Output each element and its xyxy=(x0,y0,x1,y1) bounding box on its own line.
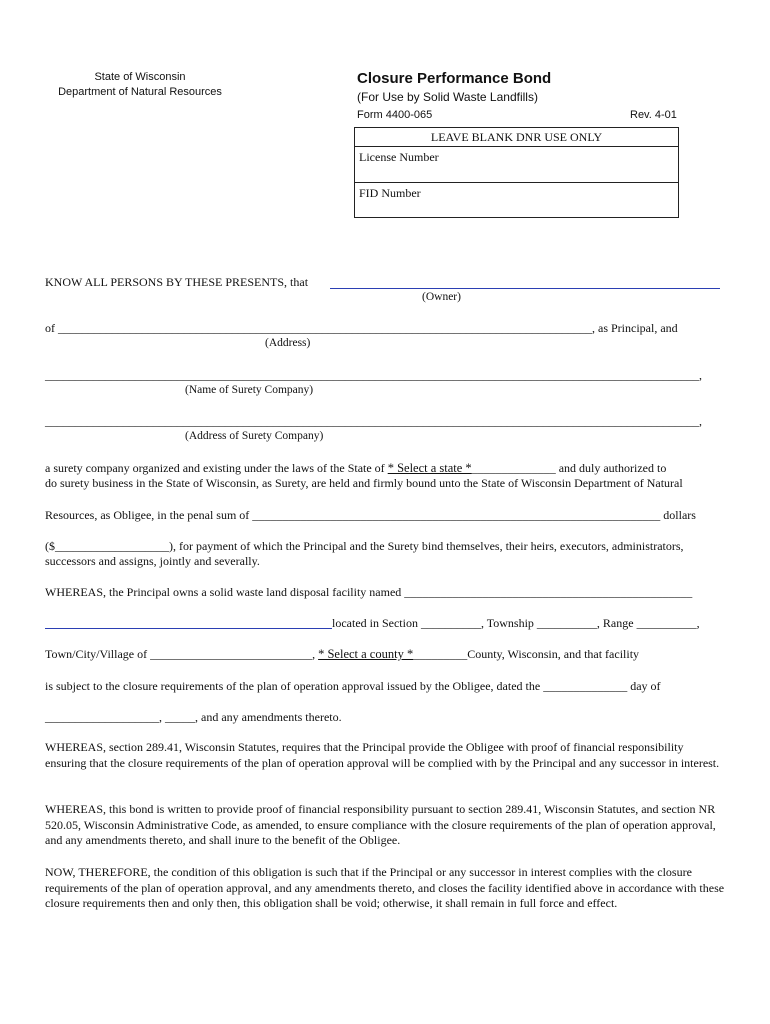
page-subtitle: (For Use by Solid Waste Landfills) xyxy=(357,90,538,104)
surety-state-post: and duly authorized to xyxy=(558,461,667,475)
dnr-use-box xyxy=(354,127,679,218)
owner-caption: (Owner) xyxy=(422,291,461,303)
fid-number-label: FID Number xyxy=(359,186,421,200)
subject-line[interactable]: is subject to the closure requirements of the plan of operation approval issued by the Obligee, dated the ______________ day of xyxy=(45,679,661,693)
facility-name-field[interactable] xyxy=(45,628,332,629)
surety-line-2: do surety business in the State of Wisconsin, as Surety, are held and firmly bound unto the State of Wisconsin Department of Natural xyxy=(45,476,683,490)
whereas-statute-paragraph: WHEREAS, section 289.41, Wisconsin Statutes, requires that the Principal provide the Obligee with proof of financial responsibility ensuring that the closure requirements of the plan of operation approval will be complied with by the Principal and any successor in interest. xyxy=(45,740,720,770)
county-post: County, Wisconsin, and that facility xyxy=(467,647,640,661)
town-field[interactable]: Town/City/Village of ___________________________, xyxy=(45,647,316,661)
whereas-facility-line[interactable]: WHEREAS, the Principal owns a solid waste land disposal facility named ________________________________________________ xyxy=(45,585,693,599)
town-county-line xyxy=(45,647,639,662)
form-number: Form 4400-065 xyxy=(357,109,433,121)
fid-number-field[interactable] xyxy=(355,183,678,218)
surety-name-caption: (Name of Surety Company) xyxy=(185,384,314,396)
penal-sum-line[interactable]: Resources, as Obligee, in the penal sum of ____________________________________________________________________ dollars xyxy=(45,508,696,522)
page-title: Closure Performance Bond xyxy=(357,70,552,87)
whereas-bond-paragraph: WHEREAS, this bond is written to provide proof of financial responsibility pursuant to section 289.41, Wisconsin Statutes, and section NR 520.05, Wisconsin Administrative Code, as amended, to ensure compliance with the closure requirements of the plan of operation approval, and any amendments thereto, and shall inure to the benefit of the Obligee. xyxy=(45,802,716,847)
state-select-underline: ______________ xyxy=(471,461,556,475)
license-number-label: License Number xyxy=(359,150,439,164)
surety-state-pre: a surety company organized and existing under the laws of the State of xyxy=(45,461,385,475)
surety-address-caption: (Address of Surety Company) xyxy=(185,430,324,442)
form-revision: Rev. 4-01 xyxy=(630,109,677,121)
state-select[interactable]: * Select a state * xyxy=(387,461,472,475)
state-name: State of Wisconsin xyxy=(94,71,186,83)
owner-field[interactable] xyxy=(330,288,720,289)
now-therefore-paragraph: NOW, THEREFORE, the condition of this obligation is such that if the Principal or any successor in interest complies with the closure requirements of the plan of operation approval, and any amendments thereto, and closes the facility identified above in accordance with these closure requirements then and only then, this obligation shall be void; otherwise, it shall remain in full force and effect. xyxy=(45,865,725,910)
payment-line-2: successors and assigns, jointly and severally. xyxy=(45,554,260,568)
department-name: Department of Natural Resources xyxy=(58,86,222,98)
agency-block xyxy=(40,70,240,100)
address-caption: (Address) xyxy=(265,337,311,349)
county-select[interactable]: * Select a county * xyxy=(318,647,414,661)
dnr-box-heading: LEAVE BLANK DNR USE ONLY xyxy=(355,128,678,147)
county-select-underline: _________ xyxy=(413,647,468,661)
surety-name-line[interactable]: _____________________________________________________________________________________________________________, xyxy=(45,368,702,382)
payment-line-1[interactable]: ($___________________), for payment of which the Principal and the Surety bind themselves, their heirs, executors, administrators, xyxy=(45,539,684,553)
location-line[interactable]: located in Section __________, Township __________, Range __________, xyxy=(332,616,700,630)
principal-address-line[interactable]: of _________________________________________________________________________________________, as Principal, and xyxy=(45,321,678,335)
license-number-field[interactable] xyxy=(355,147,678,183)
date-line[interactable]: ___________________, _____, and any amendments thereto. xyxy=(45,710,342,724)
surety-state-line xyxy=(45,461,666,476)
know-all-text: KNOW ALL PERSONS BY THESE PRESENTS, that xyxy=(45,275,309,289)
surety-address-line[interactable]: _____________________________________________________________________________________________________________, xyxy=(45,414,702,428)
